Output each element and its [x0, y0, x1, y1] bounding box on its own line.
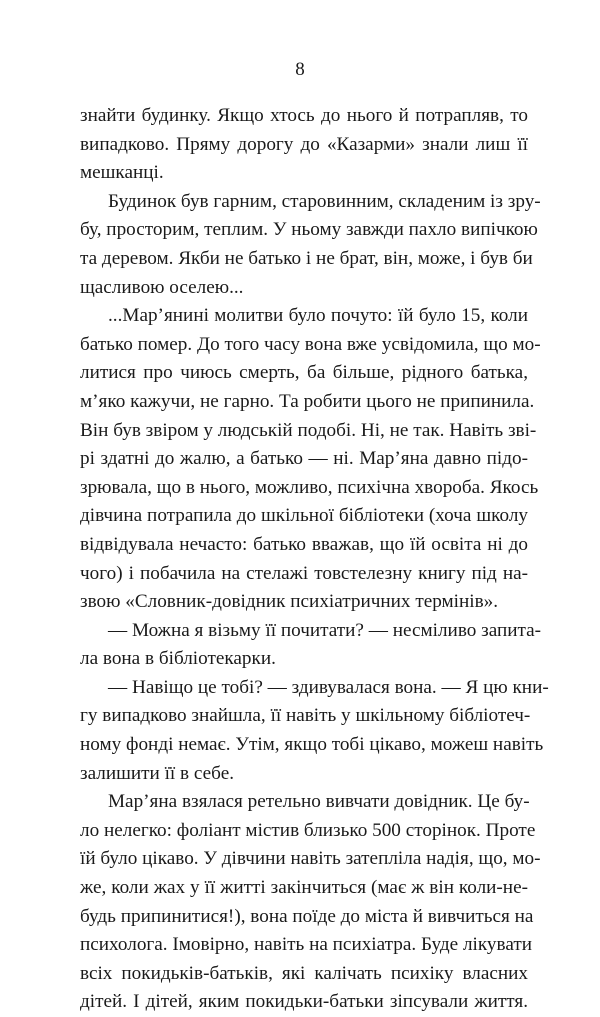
text-line: щасливою оселею... — [80, 276, 244, 298]
text-line: мешканці. — [80, 162, 164, 184]
text-line: бу, просторим, теплим. У ньому завжди пахло випічкою — [80, 219, 538, 241]
text-line: всіх покидьків-батьків, які калічать психіку власних — [80, 962, 528, 984]
text-line: залишити її в себе. — [80, 762, 235, 784]
text-line: будь припинитися!), вона поїде до міста й вивчиться на — [80, 905, 534, 927]
text-line: ному фонді немає. Утім, якщо тобі цікаво, можеш навіть — [80, 734, 544, 756]
text-line: відвідувала нечасто: батько вважав, що їй освіта ні до — [80, 533, 528, 555]
text-line: рі здатні до жалю, а батько — ні. Мар’яна давно підо- — [80, 448, 528, 470]
text-line: — Можна я візьму її почитати? — несміливо запита- — [108, 619, 542, 641]
body-text — [80, 102, 549, 1017]
text-line: знайти будинку. Якщо хтось до нього й потрапляв, то — [80, 105, 528, 126]
text-line: звою «Словник-довідник психіатричних термінів». — [80, 591, 499, 613]
text-line: Будинок був гарним, старовинним, складеним із зру- — [108, 190, 541, 212]
text-line: — Навіщо це тобі? — здивувалася вона. — Я цю кни- — [108, 676, 549, 698]
text-line: ло нелегко: фоліант містив близько 500 сторінок. Проте — [80, 819, 536, 841]
text-line: гу випадково знайшла, її навіть у шкільному бібліотеч- — [80, 705, 531, 727]
text-line: психолога. Імовірно, навіть на психіатра. Буде лікувати — [80, 934, 533, 956]
text-line: випадково. Пряму дорогу до «Казарми» знали лиш її — [80, 133, 528, 155]
text-line: литися про чиюсь смерть, ба більше, рідного батька, — [80, 362, 528, 384]
text-line: ...Мар’янині молитви було почуто: їй було 15, коли — [108, 305, 528, 327]
text-line: ла вона в бібліотекарки. — [80, 648, 276, 670]
text-line: дітей. І дітей, яким покидьки-батьки зіпсували життя. — [80, 991, 528, 1013]
text-line: м’яко кажучи, не гарно. Та робити цього не припинила. — [80, 390, 535, 412]
text-line: та деревом. Якби не батько і не брат, він, може, і був би — [80, 247, 533, 269]
text-line: чого) і побачила на стелажі товстелезну книгу під на- — [80, 562, 528, 584]
text-line: Він був звіром у людській подобі. Ні, не так. Навіть звi- — [80, 419, 537, 441]
text-line: зрювала, що в нього, можливо, психічна хвороба. Якось — [80, 476, 539, 498]
text-line: їй було цікаво. У дівчини навіть затеплiла надія, що, мо- — [80, 848, 541, 870]
text-line: же, коли жах у її житті закінчиться (має ж він коли-не- — [80, 877, 528, 899]
text-line: дівчина потрапила до шкільної бібліотеки (хоча школу — [80, 505, 528, 527]
text-line: батько помер. До того часу вона вже усвідомила, що мо- — [80, 333, 541, 355]
text-line: Мар’яна взялася ретельно вивчати довідник. Це бу- — [108, 791, 530, 813]
page-number: 8 — [295, 59, 305, 80]
